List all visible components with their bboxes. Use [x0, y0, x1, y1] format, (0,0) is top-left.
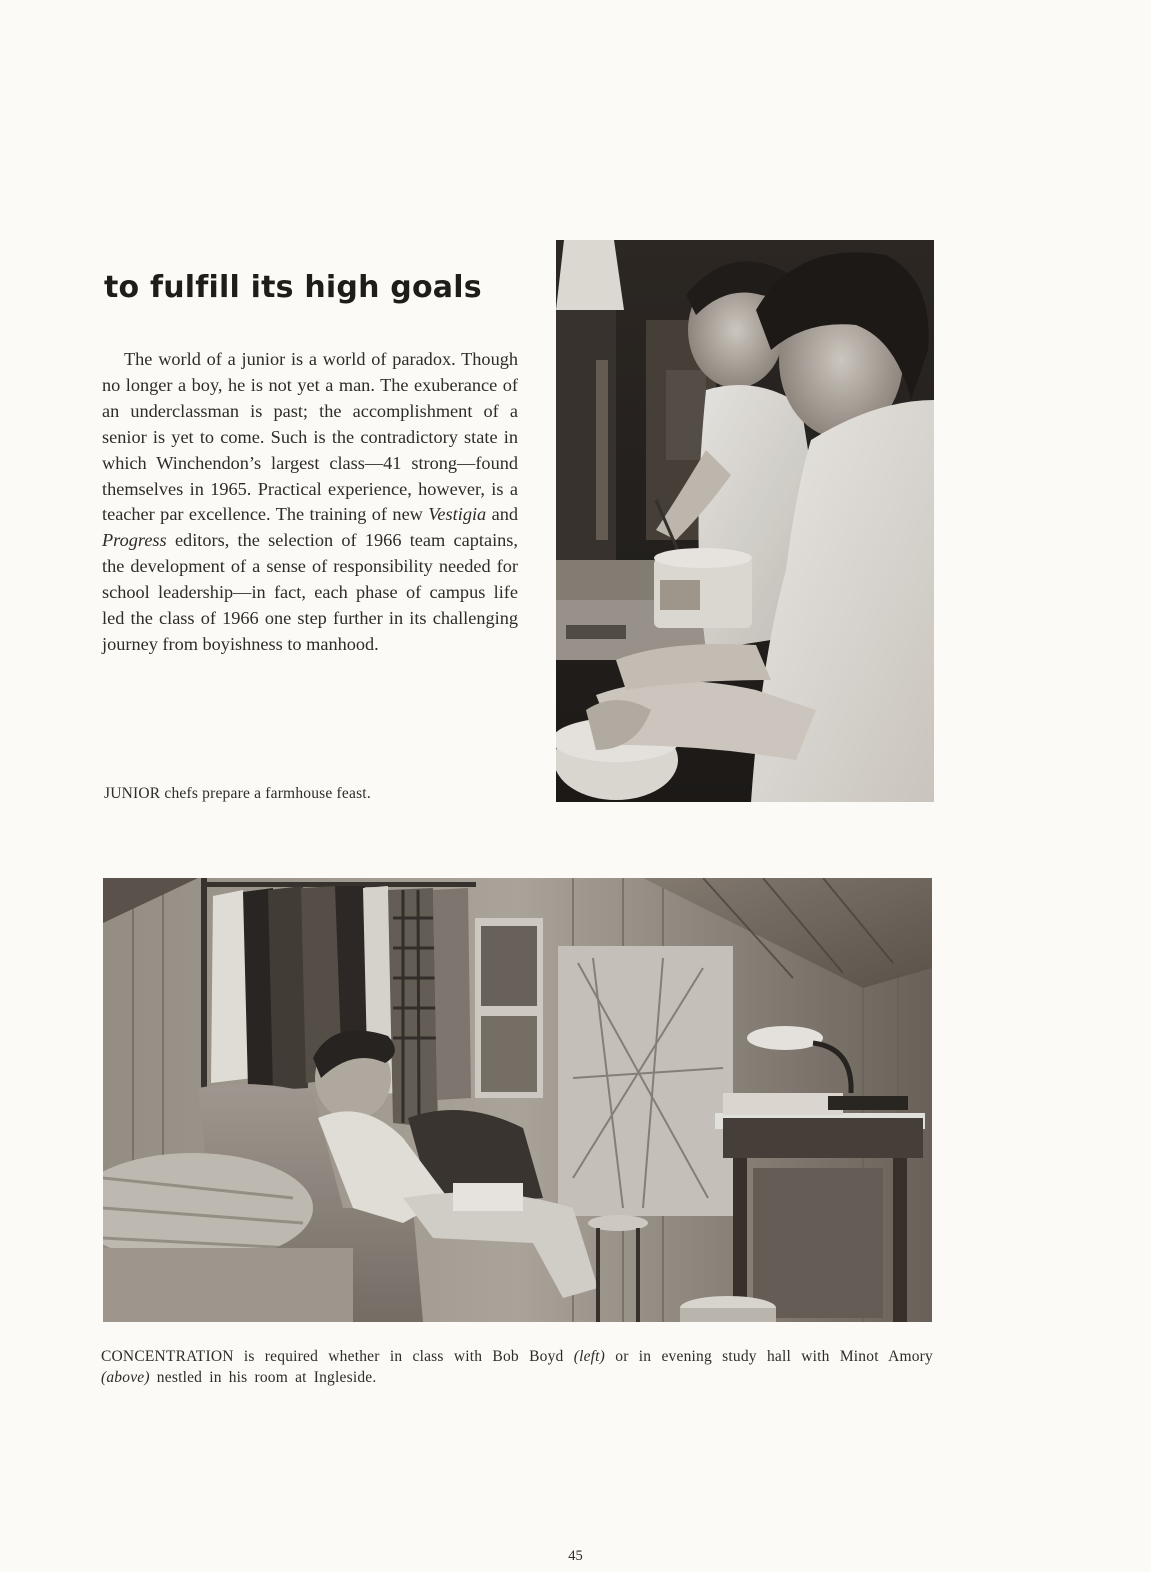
junior-chefs-photo-image — [556, 240, 934, 802]
body-text-part-2: editors, the selection of 1966 team captains, the development of a sense of responsibility needed for school leadership—in fact, each phase of campus life led the class of 1966 one step further in its challenging journey from boyishness to manhood. — [102, 530, 518, 654]
caption-text-part-3: nestled in his room at Ingleside. — [149, 1369, 377, 1386]
page-heading: to fulfill its high goals — [104, 270, 482, 305]
page-number: 45 — [568, 1548, 583, 1564]
body-text-part-1: The world of a junior is a world of paradox. Though no longer a boy, he is not yet a man. The exuberance of an underclassman is past; the accomplishment of a senior is yet to come. Such is the contradictory state in which Winchendon’s largest class—41 strong—found themselves in 1965. Practical experience, however, is a teacher par excellence. The training of new — [102, 349, 518, 525]
chefs-caption: JUNIOR chefs prepare a farmhouse feast. — [104, 785, 371, 802]
caption-left-note: (left) — [573, 1348, 606, 1365]
body-paragraph — [102, 347, 518, 658]
caption-above-note: (above) — [101, 1369, 150, 1386]
caption-text-part-1: CONCENTRATION is required whether in class with Bob Boyd — [101, 1348, 574, 1365]
junior-chefs-photo — [556, 240, 934, 802]
progress-title: Progress — [102, 530, 167, 551]
study-room-photo-image — [103, 878, 932, 1322]
concentration-caption — [101, 1346, 933, 1388]
body-text-and: and — [486, 504, 518, 525]
vestigia-title: Vestigia — [428, 504, 487, 525]
caption-text-part-2: or in evening study hall with Minot Amory — [605, 1348, 933, 1365]
study-room-photo — [103, 878, 932, 1322]
